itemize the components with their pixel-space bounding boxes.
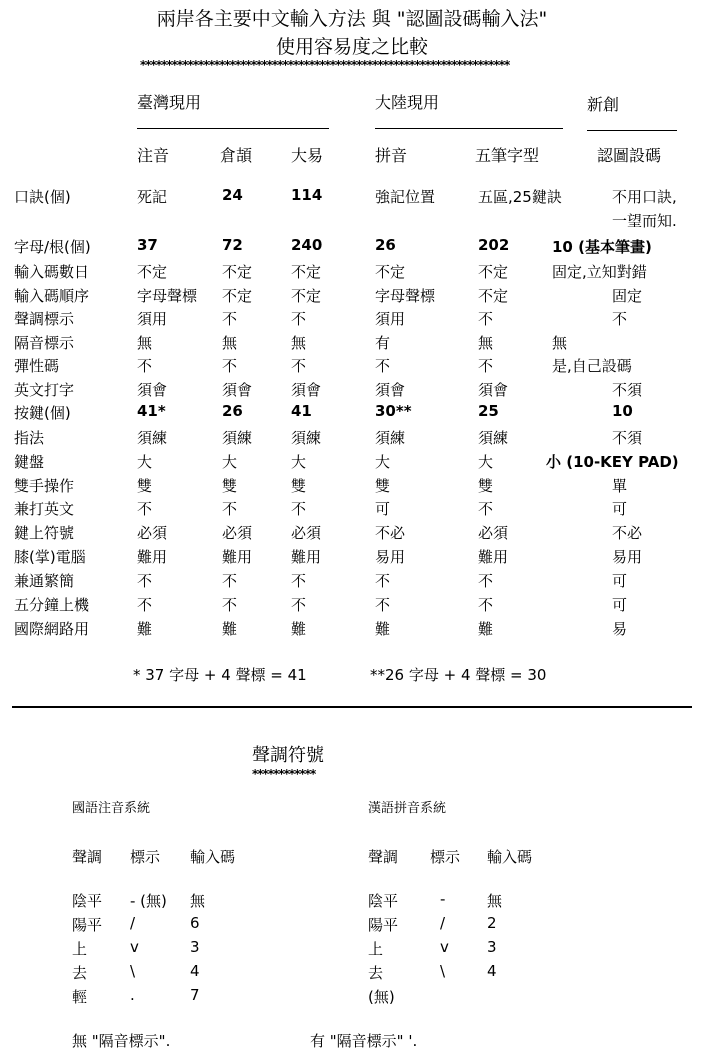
table-cell: 37	[137, 236, 158, 254]
right-tone-cell: 2	[487, 914, 497, 932]
row-label: 聲調標示	[14, 310, 75, 328]
table-cell: 雙	[375, 477, 391, 495]
left-tone-cell: 去	[72, 964, 88, 982]
table-cell: 難用	[137, 548, 168, 566]
table-cell: 須會	[291, 381, 322, 399]
group-rule-mainland	[375, 128, 563, 129]
table-cell: 無	[222, 334, 238, 352]
table-cell: 須練	[478, 429, 509, 447]
row-label: 雙手操作	[14, 477, 75, 495]
column-header: 認圖設碼	[597, 146, 662, 165]
table-cell: 不	[291, 500, 307, 518]
row-label: 國際網路用	[14, 620, 90, 638]
table-cell: 無	[137, 334, 153, 352]
right-tone-cell: v	[440, 938, 449, 956]
table-cell: 25	[478, 402, 499, 420]
left-tone-cell: 4	[190, 962, 200, 980]
table-cell: 不	[137, 500, 153, 518]
row-label: 按鍵(個)	[14, 404, 71, 422]
table-cell: 不	[222, 572, 238, 590]
table-cell: 不定	[478, 263, 509, 281]
pinyin-system-label: 漢語拼音系統	[368, 801, 447, 816]
left-tone-cell: 6	[190, 914, 200, 932]
table-cell: 不	[478, 357, 494, 375]
left-tone-header: 標示	[130, 848, 161, 866]
table-cell: 有	[375, 334, 391, 352]
table-cell: 202	[478, 236, 510, 254]
table-cell: 難用	[291, 548, 322, 566]
table-cell: 41	[291, 402, 312, 420]
table-cell-continuation: 一望而知.	[612, 212, 677, 230]
right-tone-cell: 3	[487, 938, 497, 956]
table-cell: 須用	[137, 310, 168, 328]
right-tone-cell: 去	[368, 964, 384, 982]
table-cell: 不定	[222, 287, 253, 305]
table-cell: 雙	[222, 477, 238, 495]
table-cell: 240	[291, 236, 323, 254]
row-label: 鍵上符號	[14, 524, 75, 542]
table-cell: 易用	[612, 548, 643, 566]
table-cell: 不	[478, 572, 494, 590]
section-divider	[12, 706, 692, 708]
table-cell: 字母聲標	[375, 287, 436, 305]
table-cell: 不	[375, 572, 391, 590]
column-header: 拼音	[375, 146, 408, 165]
table-cell: 雙	[478, 477, 494, 495]
doc-title-line2: 使用容易度之比較	[275, 36, 428, 58]
table-cell: 不	[478, 310, 494, 328]
left-tone-cell: 無	[190, 892, 206, 910]
right-tone-header: 聲調	[368, 848, 399, 866]
table-cell: 大	[291, 453, 307, 471]
table-cell: 必須	[222, 524, 253, 542]
table-cell: 不定	[291, 287, 322, 305]
table-cell: 不	[291, 572, 307, 590]
table-cell: 須會	[222, 381, 253, 399]
table-cell: 必須	[291, 524, 322, 542]
tones-title: 聲調符號	[252, 745, 324, 766]
row-label: 口訣(個)	[14, 188, 71, 206]
table-cell: 不必	[612, 524, 643, 542]
table-cell: 難	[478, 620, 494, 638]
table-cell: 須練	[375, 429, 406, 447]
table-cell: 大	[222, 453, 238, 471]
right-tone-cell: (無)	[368, 988, 395, 1006]
right-tone-cell: 上	[368, 940, 384, 958]
right-tone-cell: /	[440, 914, 446, 932]
footnote-pinyin: **26 字母 + 4 聲標 = 30	[370, 666, 547, 684]
table-cell: 72	[222, 236, 243, 254]
table-cell: 大	[137, 453, 153, 471]
column-header: 倉頡	[220, 146, 253, 165]
table-cell: 無	[478, 334, 494, 352]
row-label: 兼打英文	[14, 500, 75, 518]
table-cell: 不	[137, 357, 153, 375]
row-label: 彈性碼	[14, 357, 60, 375]
tones-stars: ************	[252, 767, 316, 781]
right-tone-header: 輸入碼	[487, 848, 533, 866]
table-cell: 不用口訣,	[612, 188, 677, 206]
column-header: 大易	[291, 146, 324, 165]
table-cell: 不定	[222, 263, 253, 281]
zhuyin-system-label: 國語注音系統	[72, 801, 151, 816]
right-tone-cell: -	[440, 890, 446, 908]
row-label: 五分鐘上機	[14, 596, 90, 614]
table-cell: 可	[612, 500, 628, 518]
table-cell: 10 (基本筆畫)	[552, 238, 652, 256]
table-cell: 無	[552, 334, 568, 352]
table-cell: 須練	[137, 429, 168, 447]
left-tone-cell: 陰平	[72, 892, 103, 910]
table-cell: 難	[375, 620, 391, 638]
zhuyin-note: 無 "隔音標示".	[72, 1032, 171, 1050]
table-cell: 易	[612, 620, 628, 638]
left-tone-cell: /	[130, 914, 136, 932]
doc-title-line1: 兩岸各主要中文輸入方法 與 "認圖設碼輸入法"	[156, 8, 548, 30]
table-cell: 須會	[137, 381, 168, 399]
right-tone-header: 標示	[430, 848, 461, 866]
table-cell: 須會	[478, 381, 509, 399]
row-label: 輸入碼數日	[14, 263, 90, 281]
group-rule-new	[587, 130, 677, 131]
right-tone-cell: \	[440, 962, 446, 980]
table-cell: 不	[291, 357, 307, 375]
table-cell: 大	[375, 453, 391, 471]
left-tone-cell: .	[130, 986, 135, 1004]
table-cell: 難用	[222, 548, 253, 566]
table-cell: 是,自己設碼	[552, 357, 632, 375]
row-label: 指法	[14, 429, 45, 447]
column-header: 五筆字型	[475, 146, 540, 165]
table-cell: 30**	[375, 402, 412, 420]
table-cell: 不	[478, 500, 494, 518]
right-tone-cell: 陽平	[368, 916, 399, 934]
table-cell: 10	[612, 402, 633, 420]
table-cell: 不須	[612, 381, 643, 399]
table-cell: 難	[291, 620, 307, 638]
table-cell: 須會	[375, 381, 406, 399]
group-taiwan: 臺灣現用	[137, 93, 202, 112]
table-cell: 可	[612, 596, 628, 614]
row-label: 膝(掌)電腦	[14, 548, 86, 566]
table-cell: 不	[222, 357, 238, 375]
table-cell: 單	[612, 477, 628, 495]
table-cell: 固定	[612, 287, 643, 305]
table-cell: 必須	[478, 524, 509, 542]
table-cell: 難用	[478, 548, 509, 566]
table-cell: 24	[222, 186, 243, 204]
group-mainland: 大陸現用	[375, 93, 440, 112]
right-tone-cell: 4	[487, 962, 497, 980]
left-tone-cell: 輕	[72, 988, 88, 1006]
table-cell: 可	[612, 572, 628, 590]
left-tone-cell: 上	[72, 940, 88, 958]
row-label: 輸入碼順序	[14, 287, 90, 305]
table-cell: 不	[291, 596, 307, 614]
table-cell: 不	[291, 310, 307, 328]
group-new: 新創	[587, 95, 620, 114]
table-cell: 須練	[291, 429, 322, 447]
table-cell: 26	[375, 236, 396, 254]
row-label: 兼通繁簡	[14, 572, 75, 590]
table-cell: 不	[222, 596, 238, 614]
table-cell: 難	[137, 620, 153, 638]
row-label: 英文打字	[14, 381, 75, 399]
left-tone-cell: \	[130, 962, 136, 980]
table-cell: 五區,25鍵訣	[478, 188, 562, 206]
table-cell: 41*	[137, 402, 166, 420]
right-tone-cell: 陰平	[368, 892, 399, 910]
pinyin-note: 有 "隔音標示" '.	[310, 1032, 418, 1050]
column-header: 注音	[137, 146, 170, 165]
table-cell: 須用	[375, 310, 406, 328]
table-cell: 不	[137, 596, 153, 614]
table-cell: 可	[375, 500, 391, 518]
row-label: 鍵盤	[14, 453, 45, 471]
table-cell: 難	[222, 620, 238, 638]
table-cell: 固定,立知對錯	[552, 263, 647, 281]
left-tone-header: 輸入碼	[190, 848, 236, 866]
left-tone-header: 聲調	[72, 848, 103, 866]
table-cell: 114	[291, 186, 323, 204]
left-tone-cell: 陽平	[72, 916, 103, 934]
row-label: 字母/根(個)	[14, 238, 91, 256]
left-tone-cell: 7	[190, 986, 200, 1004]
table-cell: 字母聲標	[137, 287, 198, 305]
table-cell: 不	[612, 310, 628, 328]
table-cell: 不須	[612, 429, 643, 447]
table-cell: 雙	[137, 477, 153, 495]
table-cell: 不	[137, 572, 153, 590]
table-cell: 必須	[137, 524, 168, 542]
table-cell: 26	[222, 402, 243, 420]
table-cell: 不	[375, 357, 391, 375]
left-tone-cell: v	[130, 938, 139, 956]
table-cell: 強記位置	[375, 188, 436, 206]
table-cell: 雙	[291, 477, 307, 495]
table-cell: 不	[375, 596, 391, 614]
table-cell: 不	[478, 596, 494, 614]
group-rule-taiwan	[137, 128, 329, 129]
left-tone-cell: 3	[190, 938, 200, 956]
table-cell: 不定	[137, 263, 168, 281]
table-cell: 小 (10-KEY PAD)	[546, 453, 679, 471]
right-tone-cell: 無	[487, 892, 503, 910]
table-cell: 不定	[478, 287, 509, 305]
table-cell: 大	[478, 453, 494, 471]
row-label: 隔音標示	[14, 334, 75, 352]
table-cell: 須練	[222, 429, 253, 447]
table-cell: 不	[222, 500, 238, 518]
table-cell: 不必	[375, 524, 406, 542]
table-cell: 不	[222, 310, 238, 328]
footnote-zhuyin: * 37 字母 + 4 聲標 = 41	[133, 666, 307, 684]
table-cell: 死記	[137, 188, 168, 206]
left-tone-cell: - (無)	[130, 892, 167, 910]
table-cell: 易用	[375, 548, 406, 566]
table-cell: 不定	[375, 263, 406, 281]
table-cell: 無	[291, 334, 307, 352]
table-cell: 不定	[291, 263, 322, 281]
title-stars: **********************************************************************	[140, 58, 510, 72]
